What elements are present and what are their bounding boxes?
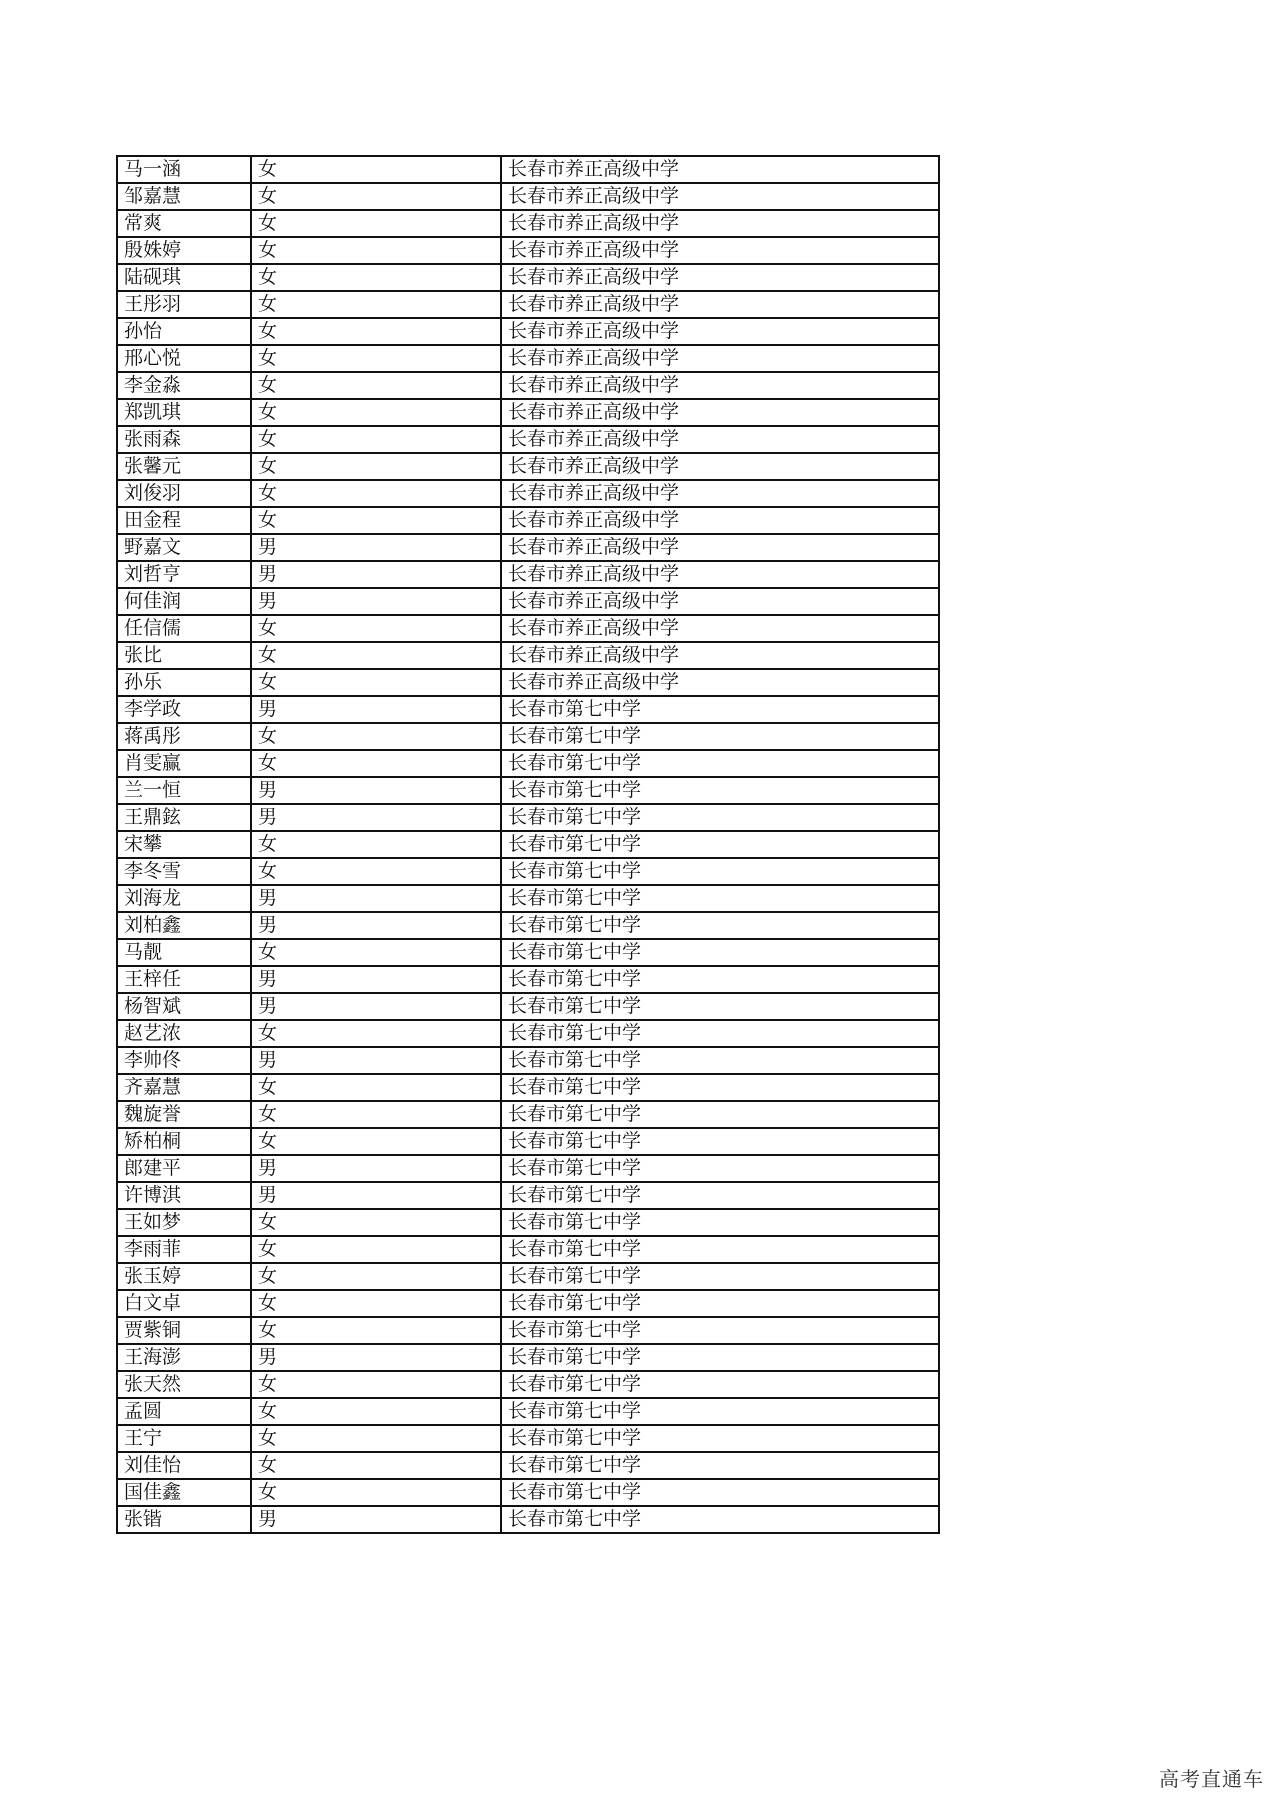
table-row [117,858,939,885]
gender-cell: 男 [251,1155,501,1182]
school-cell: 长春市第七中学 [501,1047,939,1074]
table-row [117,1047,939,1074]
student-name-cell: 许博淇 [117,1182,251,1209]
student-name-cell: 国佳鑫 [117,1479,251,1506]
table-row [117,372,939,399]
school-cell: 长春市第七中学 [501,1290,939,1317]
gender-cell: 女 [251,1209,501,1236]
student-name-cell: 王宁 [117,1425,251,1452]
school-cell: 长春市养正高级中学 [501,345,939,372]
table-row [117,777,939,804]
table-row [117,453,939,480]
table-row [117,750,939,777]
gender-cell: 男 [251,966,501,993]
gender-cell: 女 [251,1128,501,1155]
gender-cell: 女 [251,1263,501,1290]
school-cell: 长春市养正高级中学 [501,588,939,615]
table-row [117,588,939,615]
table-row [117,885,939,912]
student-name-cell: 白文卓 [117,1290,251,1317]
student-name-cell: 马一涵 [117,156,251,183]
school-cell: 长春市第七中学 [501,723,939,750]
table-row [117,939,939,966]
student-name-cell: 王梓任 [117,966,251,993]
school-cell: 长春市养正高级中学 [501,264,939,291]
gender-cell: 女 [251,345,501,372]
student-name-cell: 刘俊羽 [117,480,251,507]
table-row [117,426,939,453]
school-cell: 长春市第七中学 [501,1317,939,1344]
gender-cell: 女 [251,939,501,966]
student-name-cell: 兰一恒 [117,777,251,804]
school-cell: 长春市养正高级中学 [501,480,939,507]
table-row [117,183,939,210]
table-row [117,696,939,723]
student-name-cell: 赵艺浓 [117,1020,251,1047]
school-cell: 长春市养正高级中学 [501,669,939,696]
gender-cell: 女 [251,723,501,750]
table-row [117,912,939,939]
school-cell: 长春市第七中学 [501,1209,939,1236]
student-name-cell: 魏旋誉 [117,1101,251,1128]
gender-cell: 女 [251,1236,501,1263]
student-name-cell: 王彤羽 [117,291,251,318]
table-row [117,642,939,669]
school-cell: 长春市养正高级中学 [501,210,939,237]
student-name-cell: 宋攀 [117,831,251,858]
school-cell: 长春市养正高级中学 [501,453,939,480]
school-cell: 长春市第七中学 [501,1479,939,1506]
student-name-cell: 马靓 [117,939,251,966]
table-row [117,399,939,426]
student-name-cell: 李学政 [117,696,251,723]
table-row [117,1479,939,1506]
school-cell: 长春市第七中学 [501,750,939,777]
table-row [117,1425,939,1452]
gender-cell: 女 [251,183,501,210]
school-cell: 长春市第七中学 [501,1020,939,1047]
student-name-cell: 张比 [117,642,251,669]
school-cell: 长春市第七中学 [501,1236,939,1263]
gender-cell: 女 [251,372,501,399]
school-cell: 长春市养正高级中学 [501,534,939,561]
table-row [117,1020,939,1047]
school-cell: 长春市第七中学 [501,1128,939,1155]
gender-cell: 男 [251,1506,501,1533]
table-row [117,534,939,561]
gender-cell: 男 [251,1344,501,1371]
gender-cell: 女 [251,1290,501,1317]
table-row [117,1290,939,1317]
student-roster-table [116,155,940,1534]
table-row [117,993,939,1020]
school-cell: 长春市第七中学 [501,696,939,723]
table-row [117,210,939,237]
table-row [117,1182,939,1209]
school-cell: 长春市养正高级中学 [501,291,939,318]
student-name-cell: 王如梦 [117,1209,251,1236]
gender-cell: 女 [251,507,501,534]
gender-cell: 男 [251,588,501,615]
gender-cell: 男 [251,561,501,588]
school-cell: 长春市养正高级中学 [501,372,939,399]
student-name-cell: 李雨菲 [117,1236,251,1263]
table-row [117,966,939,993]
table-row [117,1344,939,1371]
student-name-cell: 王海澎 [117,1344,251,1371]
school-cell: 长春市养正高级中学 [501,561,939,588]
student-name-cell: 常爽 [117,210,251,237]
student-name-cell: 张雨森 [117,426,251,453]
school-cell: 长春市第七中学 [501,912,939,939]
table-row [117,1101,939,1128]
gender-cell: 女 [251,615,501,642]
school-cell: 长春市第七中学 [501,1155,939,1182]
gender-cell: 男 [251,777,501,804]
table-row [117,237,939,264]
school-cell: 长春市养正高级中学 [501,615,939,642]
gender-cell: 女 [251,426,501,453]
table-row [117,345,939,372]
table-row [117,1155,939,1182]
gender-cell: 女 [251,642,501,669]
gender-cell: 女 [251,858,501,885]
table-row [117,804,939,831]
gender-cell: 女 [251,1398,501,1425]
gender-cell: 女 [251,750,501,777]
school-cell: 长春市第七中学 [501,1398,939,1425]
student-name-cell: 肖雯赢 [117,750,251,777]
gender-cell: 女 [251,156,501,183]
table-row [117,1506,939,1533]
gender-cell: 女 [251,1101,501,1128]
student-name-cell: 王鼎鉉 [117,804,251,831]
school-cell: 长春市第七中学 [501,1425,939,1452]
gender-cell: 女 [251,399,501,426]
school-cell: 长春市养正高级中学 [501,507,939,534]
table-row [117,156,939,183]
school-cell: 长春市第七中学 [501,966,939,993]
gender-cell: 女 [251,1371,501,1398]
gender-cell: 女 [251,237,501,264]
student-name-cell: 李冬雪 [117,858,251,885]
gender-cell: 男 [251,534,501,561]
student-name-cell: 蒋禹彤 [117,723,251,750]
school-cell: 长春市养正高级中学 [501,399,939,426]
table-row [117,1371,939,1398]
student-name-cell: 郑凯琪 [117,399,251,426]
gender-cell: 女 [251,669,501,696]
school-cell: 长春市养正高级中学 [501,183,939,210]
school-cell: 长春市养正高级中学 [501,156,939,183]
student-name-cell: 齐嘉慧 [117,1074,251,1101]
table-row [117,318,939,345]
school-cell: 长春市第七中学 [501,993,939,1020]
student-name-cell: 殷姝婷 [117,237,251,264]
student-name-cell: 李金淼 [117,372,251,399]
gender-cell: 女 [251,291,501,318]
gender-cell: 女 [251,264,501,291]
student-name-cell: 张馨元 [117,453,251,480]
table-row [117,264,939,291]
student-name-cell: 刘哲亨 [117,561,251,588]
table-row [117,1209,939,1236]
student-name-cell: 张天然 [117,1371,251,1398]
gender-cell: 女 [251,1425,501,1452]
student-name-cell: 何佳润 [117,588,251,615]
gender-cell: 男 [251,1047,501,1074]
student-name-cell: 郎建平 [117,1155,251,1182]
student-name-cell: 邢心悦 [117,345,251,372]
school-cell: 长春市第七中学 [501,831,939,858]
student-name-cell: 任信儒 [117,615,251,642]
gender-cell: 女 [251,1479,501,1506]
gender-cell: 男 [251,912,501,939]
student-name-cell: 张锴 [117,1506,251,1533]
school-cell: 长春市第七中学 [501,1263,939,1290]
gender-cell: 女 [251,453,501,480]
table-row [117,1074,939,1101]
gender-cell: 男 [251,1182,501,1209]
school-cell: 长春市第七中学 [501,1182,939,1209]
gender-cell: 女 [251,210,501,237]
roster-body [117,156,939,1533]
school-cell: 长春市第七中学 [501,804,939,831]
gender-cell: 男 [251,804,501,831]
table-row [117,507,939,534]
table-row [117,291,939,318]
school-cell: 长春市第七中学 [501,1371,939,1398]
table-row [117,1128,939,1155]
student-name-cell: 孟圆 [117,1398,251,1425]
school-cell: 长春市第七中学 [501,1506,939,1533]
school-cell: 长春市第七中学 [501,1074,939,1101]
student-name-cell: 邹嘉慧 [117,183,251,210]
student-name-cell: 李帅佟 [117,1047,251,1074]
table-row [117,1452,939,1479]
table-row [117,480,939,507]
school-cell: 长春市养正高级中学 [501,237,939,264]
student-name-cell: 张玉婷 [117,1263,251,1290]
student-name-cell: 野嘉文 [117,534,251,561]
gender-cell: 男 [251,993,501,1020]
table-row [117,831,939,858]
student-name-cell: 刘柏鑫 [117,912,251,939]
student-name-cell: 刘海龙 [117,885,251,912]
table-row [117,615,939,642]
table-row [117,1263,939,1290]
gender-cell: 女 [251,480,501,507]
school-cell: 长春市养正高级中学 [501,318,939,345]
school-cell: 长春市养正高级中学 [501,642,939,669]
table-row [117,669,939,696]
school-cell: 长春市养正高级中学 [501,426,939,453]
table-row [117,561,939,588]
school-cell: 长春市第七中学 [501,885,939,912]
gender-cell: 女 [251,831,501,858]
student-name-cell: 杨智斌 [117,993,251,1020]
gender-cell: 男 [251,885,501,912]
gender-cell: 女 [251,1074,501,1101]
watermark-text: 高考直通车 [1159,1767,1264,1791]
student-name-cell: 矫柏桐 [117,1128,251,1155]
student-name-cell: 贾紫铜 [117,1317,251,1344]
gender-cell: 女 [251,1317,501,1344]
table-row [117,723,939,750]
gender-cell: 女 [251,1452,501,1479]
school-cell: 长春市第七中学 [501,1452,939,1479]
student-name-cell: 田金程 [117,507,251,534]
school-cell: 长春市第七中学 [501,777,939,804]
school-cell: 长春市第七中学 [501,858,939,885]
student-name-cell: 孙怡 [117,318,251,345]
student-name-cell: 孙乐 [117,669,251,696]
school-cell: 长春市第七中学 [501,1344,939,1371]
gender-cell: 女 [251,1020,501,1047]
student-name-cell: 陆砚琪 [117,264,251,291]
school-cell: 长春市第七中学 [501,1101,939,1128]
student-name-cell: 刘佳怡 [117,1452,251,1479]
table-row [117,1236,939,1263]
table-row [117,1317,939,1344]
school-cell: 长春市第七中学 [501,939,939,966]
gender-cell: 女 [251,318,501,345]
table-row [117,1398,939,1425]
gender-cell: 男 [251,696,501,723]
